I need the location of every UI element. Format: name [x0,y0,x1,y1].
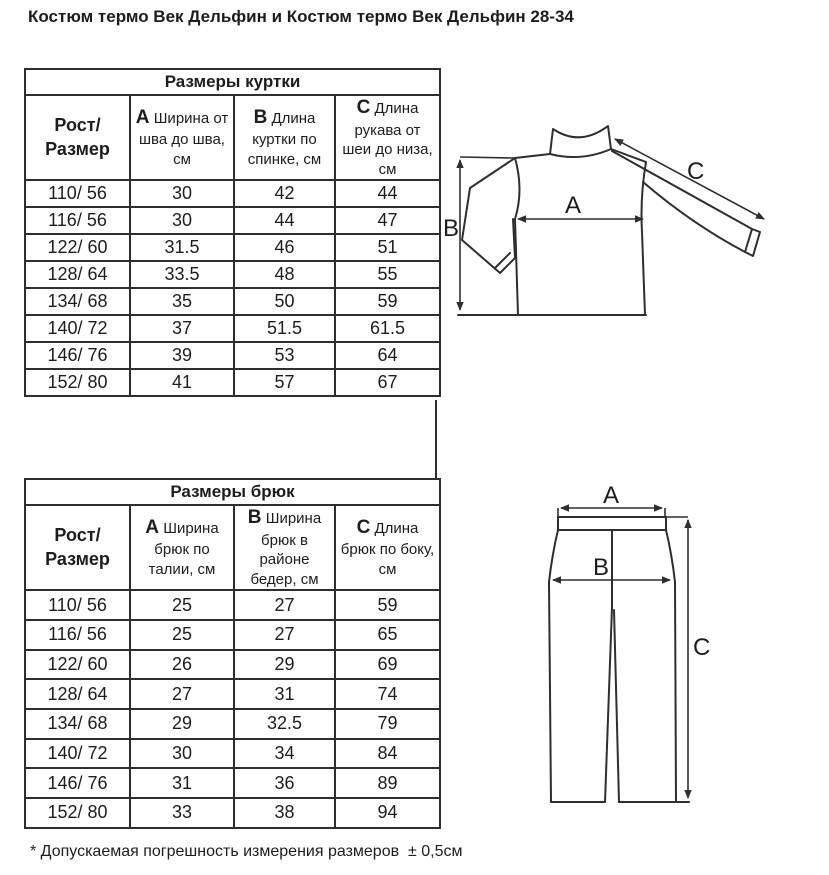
jacket-table-title: Размеры куртки [25,69,440,95]
value-cell: 89 [335,768,440,798]
dim-label-a: Ширина от шва до шва, см [139,109,233,168]
header-cell-b [234,95,335,180]
dim-label-a: Ширина брюк по талии, см [148,519,223,578]
value-cell: 51 [335,234,440,261]
table-row [25,679,440,709]
table-header-row [25,505,440,590]
value-cell: 50 [234,288,335,315]
value-cell: 67 [335,369,440,396]
page-title: Костюм термо Век Дельфин и Костюм термо Век Дельфин 28-34 [28,7,574,26]
value-cell: 94 [335,798,440,828]
table-row [25,620,440,650]
value-cell: 27 [130,679,234,709]
value-cell: 36 [234,768,335,798]
value-cell: 32.5 [234,709,335,739]
size-cell: 152/ 80 [25,798,130,828]
value-cell: 57 [234,369,335,396]
size-cell: 122/ 60 [25,650,130,680]
table-row [25,180,440,207]
table-row [25,739,440,769]
waistband [558,517,666,530]
table-row [25,798,440,828]
dim-letter-c: C [356,516,371,538]
value-cell: 61.5 [335,315,440,342]
table-row [25,261,440,288]
value-cell: 59 [335,590,440,620]
value-cell: 64 [335,342,440,369]
pants-dim-label-c: C [693,634,711,661]
dim-label-b: Длина куртки по спинке, см [247,109,322,168]
value-cell: 44 [335,180,440,207]
table-row [25,342,440,369]
value-cell: 27 [234,590,335,620]
pants-dim-label-b: B [592,554,610,581]
size-cell: 122/ 60 [25,234,130,261]
value-cell: 31.5 [130,234,234,261]
value-cell: 69 [335,650,440,680]
value-cell: 29 [130,709,234,739]
size-cell: 110/ 56 [25,590,130,620]
table-row [25,650,440,680]
tolerance-footnote: * Допускаемая погрешность измерения размеров ± 0,5см [30,843,463,860]
value-cell: 44 [234,207,335,234]
size-cell: 134/ 68 [25,288,130,315]
value-cell: 41 [130,369,234,396]
dim-label-c: Длина рукава от шеи до низа, см [342,100,437,178]
value-cell: 33.5 [130,261,234,288]
jacket-dim-label-a: A [564,192,582,219]
dim-label-b: Ширина брюк в районе бедер, см [250,510,326,588]
value-cell: 65 [335,620,440,650]
table-row [25,288,440,315]
value-cell: 84 [335,739,440,769]
dim-letter-a: A [135,106,150,128]
pants-dimension-lines [553,508,688,798]
jacket-outline [458,126,760,315]
value-cell: 35 [130,288,234,315]
value-cell: 53 [234,342,335,369]
table-title-row [25,479,440,505]
table-title-row [25,69,440,95]
value-cell: 34 [234,739,335,769]
value-cell: 27 [234,620,335,650]
size-cell: 146/ 76 [25,342,130,369]
table-row [25,590,440,620]
size-cell: 110/ 56 [25,180,130,207]
size-cell: 128/ 64 [25,261,130,288]
header-cell-a [130,95,234,180]
value-cell: 38 [234,798,335,828]
jacket-diagram [440,100,829,340]
header-cell-a [130,505,234,590]
header-size-cell: Рост/Размер [25,95,130,180]
value-cell: 47 [335,207,440,234]
dim-letter-a: A [145,516,160,538]
header-cell-b [234,505,335,590]
dim-letter-b: B [247,507,262,528]
pants-outline [549,517,689,802]
table-row [25,709,440,739]
dim-label-c: Длина брюк по боку, см [340,519,439,578]
value-cell: 39 [130,342,234,369]
dim-letter-b: B [253,106,268,128]
table-row [25,768,440,798]
jacket-size-table [24,68,441,397]
table-edge-connector-line [435,400,437,478]
value-cell: 55 [335,261,440,288]
value-cell: 31 [130,768,234,798]
value-cell: 51.5 [234,315,335,342]
table-row [25,234,440,261]
size-cell: 140/ 72 [25,739,130,769]
value-cell: 74 [335,679,440,709]
table-row [25,369,440,396]
value-cell: 46 [234,234,335,261]
value-cell: 59 [335,288,440,315]
jacket-dim-label-c: C [687,158,705,185]
value-cell: 48 [234,261,335,288]
pants-size-table [24,478,441,829]
size-cell: 152/ 80 [25,369,130,396]
dim-letter-c: C [356,97,371,118]
value-cell: 37 [130,315,234,342]
value-cell: 25 [130,620,234,650]
size-cell: 128/ 64 [25,679,130,709]
value-cell: 26 [130,650,234,680]
header-size-cell: Рост/Размер [25,505,130,590]
size-cell: 146/ 76 [25,768,130,798]
header-cell-c [335,505,440,590]
size-cell: 140/ 72 [25,315,130,342]
value-cell: 33 [130,798,234,828]
size-cell: 116/ 56 [25,620,130,650]
value-cell: 29 [234,650,335,680]
value-cell: 42 [234,180,335,207]
jacket-dim-label-b: B [443,215,460,242]
value-cell: 30 [130,207,234,234]
pants-table-title: Размеры брюк [25,479,440,505]
value-cell: 79 [335,709,440,739]
value-cell: 30 [130,739,234,769]
header-cell-c [335,95,440,180]
size-cell: 134/ 68 [25,709,130,739]
value-cell: 31 [234,679,335,709]
value-cell: 25 [130,590,234,620]
value-cell: 30 [130,180,234,207]
pants-dim-label-a: A [602,482,620,509]
pants-diagram [530,480,829,840]
table-header-row [25,95,440,180]
table-row [25,207,440,234]
size-cell: 116/ 56 [25,207,130,234]
table-row [25,315,440,342]
